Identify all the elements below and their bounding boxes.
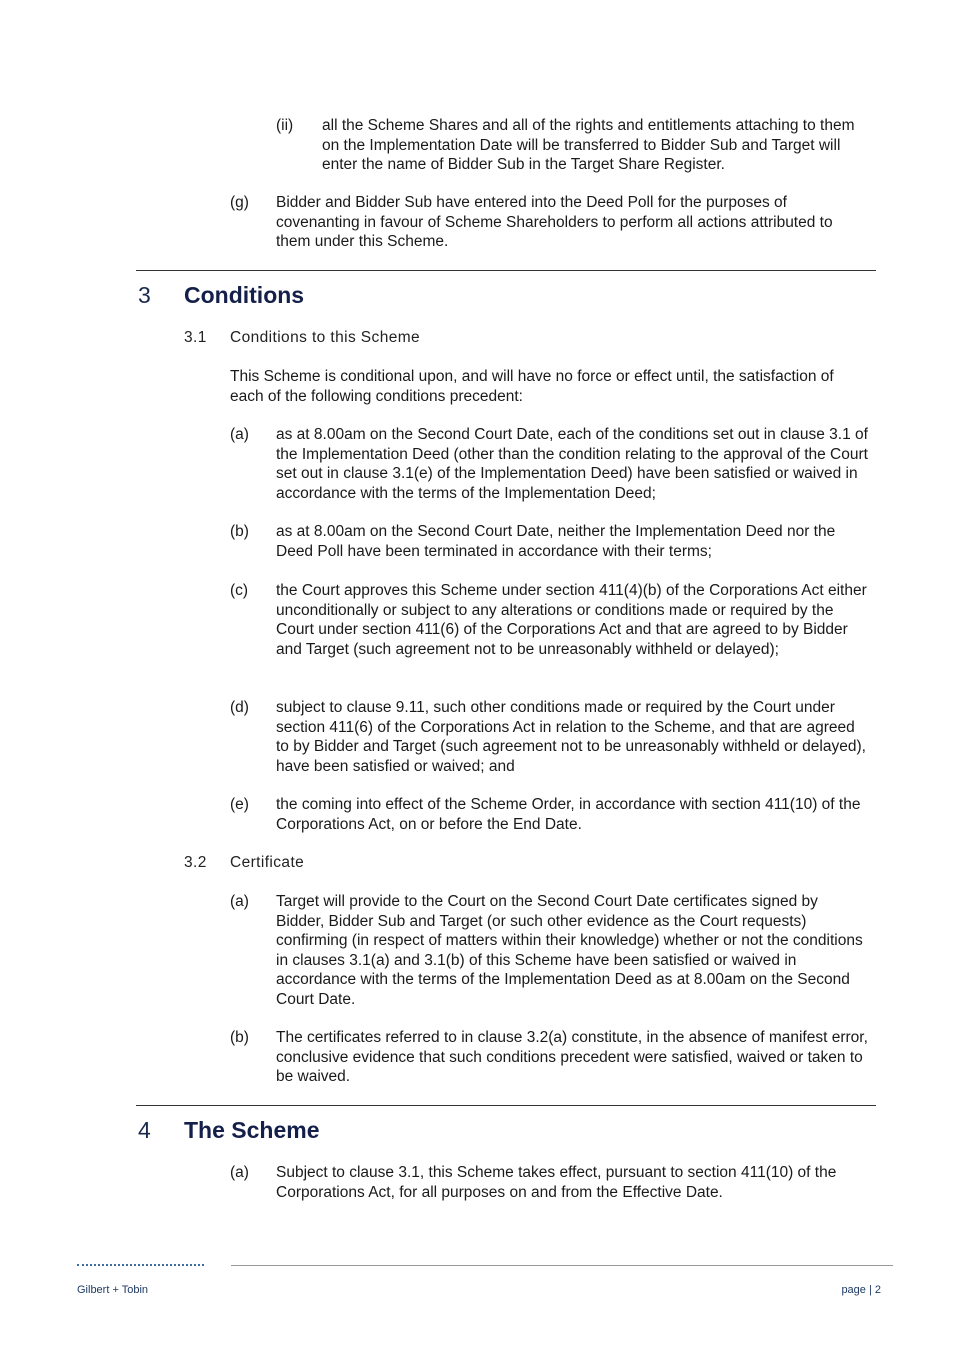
footer-dotted-rule (77, 1264, 204, 1266)
section-title: The Scheme (184, 1117, 320, 1143)
section-divider (136, 1105, 876, 1106)
section-divider (136, 270, 876, 271)
item-label: (a) (230, 1164, 249, 1181)
item-label: (b) (230, 1029, 249, 1046)
paragraph: This Scheme is conditional upon, and will have no force or effect until, the satisfaction of each of the following conditions precedent: (230, 368, 834, 405)
item-text: the Court approves this Scheme under section 411(4)(b) of the Corporations Act either unconditionally or subject to any alterations or conditions made or required by the Court under section 411(6) of the Corporations Act and that are agreed to by Bidder and Target (such agreement not to be unreasonably withheld or delayed); (276, 582, 867, 658)
item-text: the coming into effect of the Scheme Order, in accordance with section 411(10) of the Corporations Act, on or before the End Date. (276, 796, 861, 833)
item-text: The certificates referred to in clause 3.2(a) constitute, in the absence of manifest error, conclusive evidence that such conditions precedent were satisfied, waived or taken to be waived. (276, 1029, 868, 1085)
section-title: Conditions (184, 282, 305, 308)
footer-firm-name: Gilbert + Tobin (77, 1284, 149, 1296)
subsection-title: Conditions to this Scheme (230, 329, 421, 346)
item-label: (a) (230, 426, 249, 443)
item-text-g: Bidder and Bidder Sub have entered into the Deed Poll for the purposes of covenanting in favour of Scheme Shareholders to perform all actions attributed to them under this Scheme. (276, 194, 833, 250)
item-text-ii: all the Scheme Shares and all of the rights and entitlements attaching to them on the Implementation Date will be transferred to Bidder Sub and Target will enter the name of Bidder Sub in the Target Share Register. (322, 117, 855, 173)
subsection-number: 3.2 (184, 854, 207, 871)
item-label: (d) (230, 699, 249, 716)
subsection-number: 3.1 (184, 329, 207, 346)
item-label-g: (g) (230, 194, 249, 211)
section-number: 4 (138, 1117, 151, 1143)
item-text: Subject to clause 3.1, this Scheme takes effect, pursuant to section 411(10) of the Corporations Act, for all purposes on and from the Effective Date. (276, 1164, 837, 1201)
item-label: (b) (230, 523, 249, 540)
item-text: Target will provide to the Court on the Second Court Date certificates signed by Bidder, Bidder Sub and Target (or such other evidence as the Court requests) confirming (in respect of matters within their knowledge) whether or not the conditions in clauses 3.1(a) and 3.1(b) of this Scheme have been satisfied or waived in accordance with the terms of the Implementation Deed as at 8.00am on the Second Court Date. (276, 893, 863, 1008)
item-label: (e) (230, 796, 249, 813)
subsection-title: Certificate (230, 854, 305, 871)
item-text: subject to clause 9.11, such other conditions made or required by the Court under section 411(6) of the Corporations Act in relation to the Scheme, and that are agreed to by Bidder and Target (such agreement not to be unreasonably withheld or delayed), have been satisfied or waived; and (276, 699, 866, 775)
footer-page-number: page | 2 (841, 1284, 881, 1296)
item-text: as at 8.00am on the Second Court Date, neither the Implementation Deed nor the Deed Poll have been terminated in accordance with their terms; (276, 523, 836, 560)
item-label: (c) (230, 582, 249, 599)
item-text: as at 8.00am on the Second Court Date, each of the conditions set out in clause 3.1 of the Implementation Deed (other than the condition relating to the approval of the Court set out in clause 3.1(e) of the Implementation Deed) have been satisfied or waived in accordance with the terms of the Implementation Deed; (276, 426, 868, 502)
item-label-ii: (ii) (276, 117, 294, 134)
footer-rule (231, 1265, 893, 1266)
item-label: (a) (230, 893, 249, 910)
section-number: 3 (138, 282, 151, 308)
